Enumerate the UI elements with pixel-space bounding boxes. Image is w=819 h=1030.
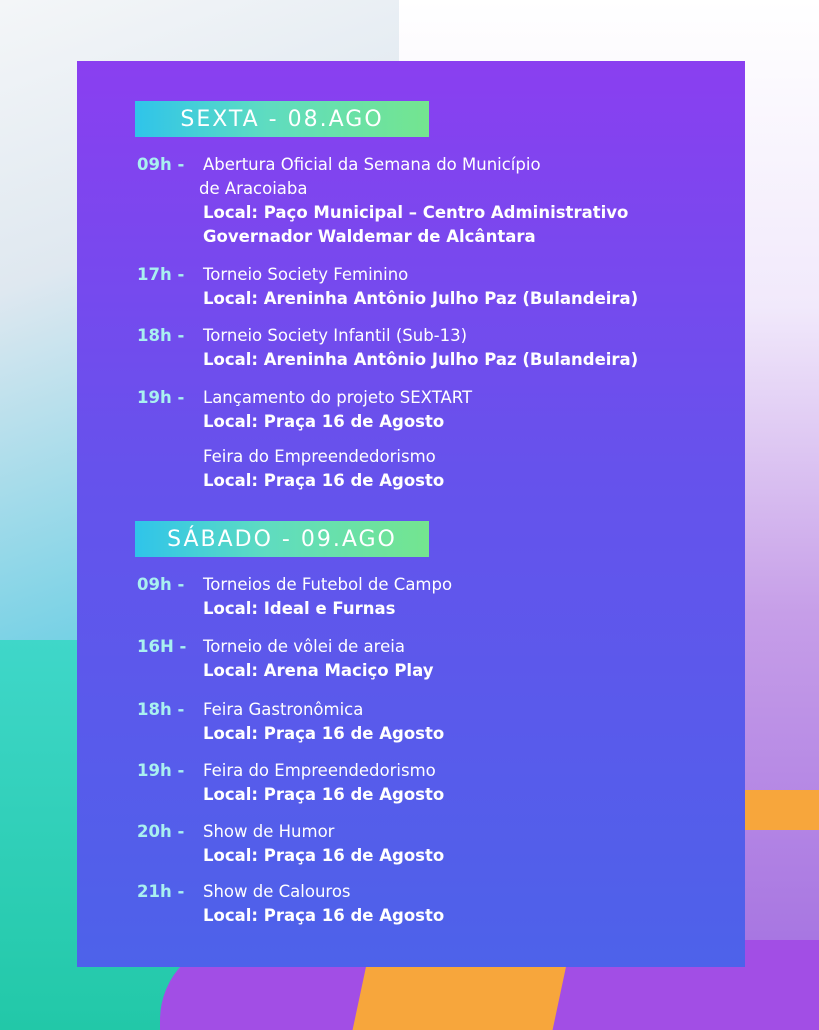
event-time: 09h - <box>137 575 185 594</box>
event-name: Show de Humor <box>203 822 335 841</box>
event-name: Torneio Society Infantil (Sub-13) <box>203 326 468 345</box>
event-time: 19h - <box>137 761 185 780</box>
event-name: Feira do Empreendedorismo <box>203 761 436 780</box>
event-item <box>137 635 727 683</box>
event-location-cont: Governador Waldemar de Alcântara <box>203 227 536 246</box>
event-time: 19h - <box>137 388 185 407</box>
event-location: Local: Praça 16 de Agosto <box>203 906 445 925</box>
event-location: Local: Paço Municipal – Centro Administrativo <box>203 203 629 222</box>
event-location: Local: Arena Maciço Play <box>203 661 434 680</box>
event-location: Local: Areninha Antônio Julho Paz (Bulandeira) <box>203 350 639 369</box>
event-item <box>137 324 727 372</box>
event-location: Local: Ideal e Furnas <box>203 599 396 618</box>
event-name: Torneio de vôlei de areia <box>203 637 405 656</box>
event-name: Torneios de Futebol de Campo <box>203 575 453 594</box>
event-location: Local: Areninha Antônio Julho Paz (Bulandeira) <box>203 289 639 308</box>
schedule-panel <box>77 61 745 967</box>
orange-shape-bottom <box>353 960 568 1030</box>
event-location: Local: Praça 16 de Agosto <box>203 785 445 804</box>
event-location: Local: Praça 16 de Agosto <box>203 412 445 431</box>
event-item <box>137 445 727 493</box>
event-item <box>137 820 727 868</box>
event-name: Show de Calouros <box>203 882 351 901</box>
event-time: 18h - <box>137 326 185 345</box>
event-name: Lançamento do projeto SEXTART <box>203 388 473 407</box>
event-location: Local: Praça 16 de Agosto <box>203 846 445 865</box>
event-name: Torneio Society Feminino <box>203 265 409 284</box>
event-name: Feira do Empreendedorismo <box>203 447 436 466</box>
event-time: 09h - <box>137 155 185 174</box>
event-time: 16H - <box>137 637 187 656</box>
day-header-friday: SEXTA - 08.AGO <box>135 101 429 137</box>
event-location: Local: Praça 16 de Agosto <box>203 471 445 490</box>
event-item <box>137 698 727 746</box>
event-item <box>137 573 727 621</box>
event-item <box>137 263 727 311</box>
event-name: Feira Gastronômica <box>203 700 364 719</box>
day-header-saturday: SÁBADO - 09.AGO <box>135 521 429 557</box>
event-name: Abertura Oficial da Semana do Município <box>203 155 541 174</box>
event-location: Local: Praça 16 de Agosto <box>203 724 445 743</box>
event-time: 21h - <box>137 882 185 901</box>
event-item <box>137 153 727 249</box>
event-item <box>137 759 727 807</box>
event-name-cont: de Aracoiaba <box>199 179 308 198</box>
event-time: 18h - <box>137 700 185 719</box>
event-item <box>137 386 727 434</box>
event-time: 17h - <box>137 265 185 284</box>
event-item <box>137 880 727 928</box>
event-time: 20h - <box>137 822 185 841</box>
